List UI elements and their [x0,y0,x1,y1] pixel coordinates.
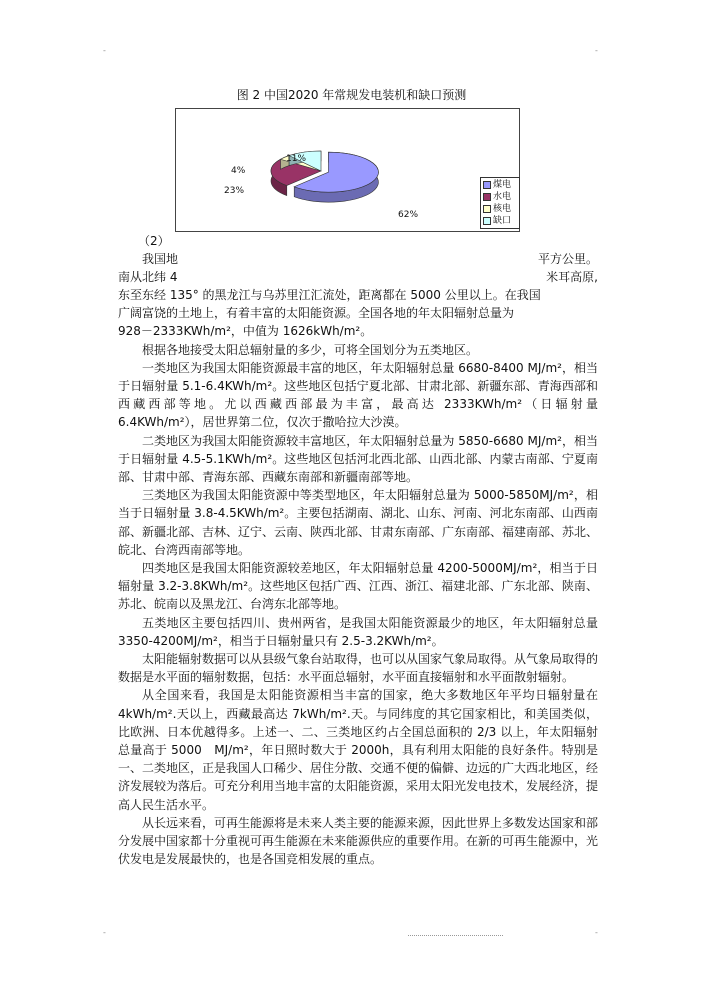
section-line [118,232,598,250]
legend-swatch [483,181,491,189]
document-body [118,232,598,869]
paragraph: 根据各地接受太阳总辐射量的多少，可将全国划分为五类地区。 [142,342,479,357]
paragraph: 二类地区为我国太阳能资源较丰富地区，年太阳辐射总量为 5850-6680 MJ/m²，相当于日辐射量 4.5-5.1KWh/m²。这些地区包括河北西北部、山西北部、内蒙古南部、宁夏南部、甘肃中部、青海东部、西藏东南部和新疆南部等地。 [118,433,598,485]
legend-item [483,203,517,215]
section-fragment: 平方公里。 [537,252,598,266]
section-line: 东至东经 135° 的黑龙江与乌苏里江汇流处，距离都在 5000 公里以上。在我国 [118,288,541,302]
chart-legend [480,177,520,229]
legend-swatch [483,205,491,213]
pie-data-label: 23% [224,186,245,196]
pie-data-label: 62% [398,210,419,220]
pie-data-label: 4% [231,166,246,176]
section-fragment: 南从北纬 4 [118,270,178,284]
legend-item [483,191,517,203]
legend-label: 缺口 [493,216,512,226]
section-line: 928－2333KWh/m²，中值为 1626kWh/m²。 [118,324,373,339]
section-fragment: 米耳高原, [546,270,598,284]
section-line [118,268,598,286]
paragraph: 三类地区为我国太阳能资源中等类型地区，年太阳辐射总量为 5000-5850MJ/m²，相当于日辐射量 3.8-4.5KWh/m²。主要包括湖南、湖北、山东、河南、河北东南部、山西南部、新疆北部、吉林、辽宁、云南、陕西北部、甘肃东南部、广东南部、福建南部、苏北、皖北、台湾西南部等地。 [118,488,599,557]
corner-mark: - [595,928,598,937]
legend-item [483,215,517,227]
paragraph: 一类地区为我国太阳能资源最丰富的地区，年太阳辐射总量 6680-8400 MJ/m²，相当于日辐射量 5.1-6.4KWh/m²。这些地区包括宁夏北部、甘肃北部、新疆东部、青海西部和西藏西部等地。尤以西藏西部最为丰富，最高达 2333KWh/m²（日辐射量 6.4KWh/m²），居世界第二位，仅次于撒哈拉大沙漠。 [118,360,598,430]
pie-data-label: 11% [286,154,307,164]
paragraph: 太阳能辐射数据可以从县级气象台站取得，也可以从国家气象局取得。从气象局取得的数据是水平面的辐射数据，包括：水平面总辐射，水平面直接辐射和水平面散射辐射。 [118,652,599,685]
section-fragment: 我国地 [142,252,179,266]
paragraph: 四类地区是我国太阳能资源较差地区，年太阳辐射总量 4200-5000MJ/m²，相当于日辐射量 3.2-3.8KWh/m²。这些地区包括广西、江西、浙江、福建北部、广东北部、陕南、苏北、皖南以及黑龙江、台湾东北部等地。 [118,561,598,612]
section-heading: （2） [138,234,170,248]
figure-title: 图 2 中国2020 年常规发电装机和缺口预测 [236,88,467,102]
corner-mark: - [595,46,598,55]
legend-item [483,179,517,191]
corner-mark: - [103,46,106,55]
paragraph: 从全国来看，我国是太阳能资源相当丰富的国家，绝大多数地区年平均日辐射量在 4kWh/m².天以上，西藏最高达 7kWh/m².天。与同纬度的其它国家相比，和美国类似，比欧洲、日本优越得多。上述一、二、三类地区约占全国总面积的 2/3 以上，年太阳辐射总量高于 5000 MJ/m²，年日照时数大于 2000h，具有利用太阳能的良好条件。特别是一、二类地区，正是我国人口稀少、居住分散、交通不便的偏僻、边远的广大西北地区，经济发展较为落后。可充分利用当地丰富的太阳能资源，采用太阳光发电技术，发展经济，提高人民生活水平。 [118,688,599,812]
legend-label: 水电 [493,192,512,202]
section-line: 广阔富饶的土地上，有着丰富的太阳能资源。全国各地的年太阳辐射总量为 [118,306,515,321]
footer-rule [408,935,503,936]
corner-mark: - [103,928,106,937]
section-line [118,250,598,268]
paragraph: 五类地区主要包括四川、贵州两省，是我国太阳能资源最少的地区，年太阳辐射总量 3350-4200MJ/m²，相当于日辐射量只有 2.5-3.2KWh/m²。 [118,615,598,648]
paragraph: 从长远来看，可再生能源将是未来人类主要的能源来源，因此世界上多数发达国家和部分发展中国家都十分重视可再生能源在未来能源供应的重要作用。在新的可再生能源中，光伏发电是发展最快的，也是各国竞相发展的重点。 [118,815,599,867]
legend-swatch [483,193,491,201]
legend-label: 煤电 [493,180,512,190]
pie-chart [175,108,520,232]
pie-chart-svg [176,109,521,233]
legend-label: 核电 [493,204,512,214]
legend-swatch [483,217,491,225]
